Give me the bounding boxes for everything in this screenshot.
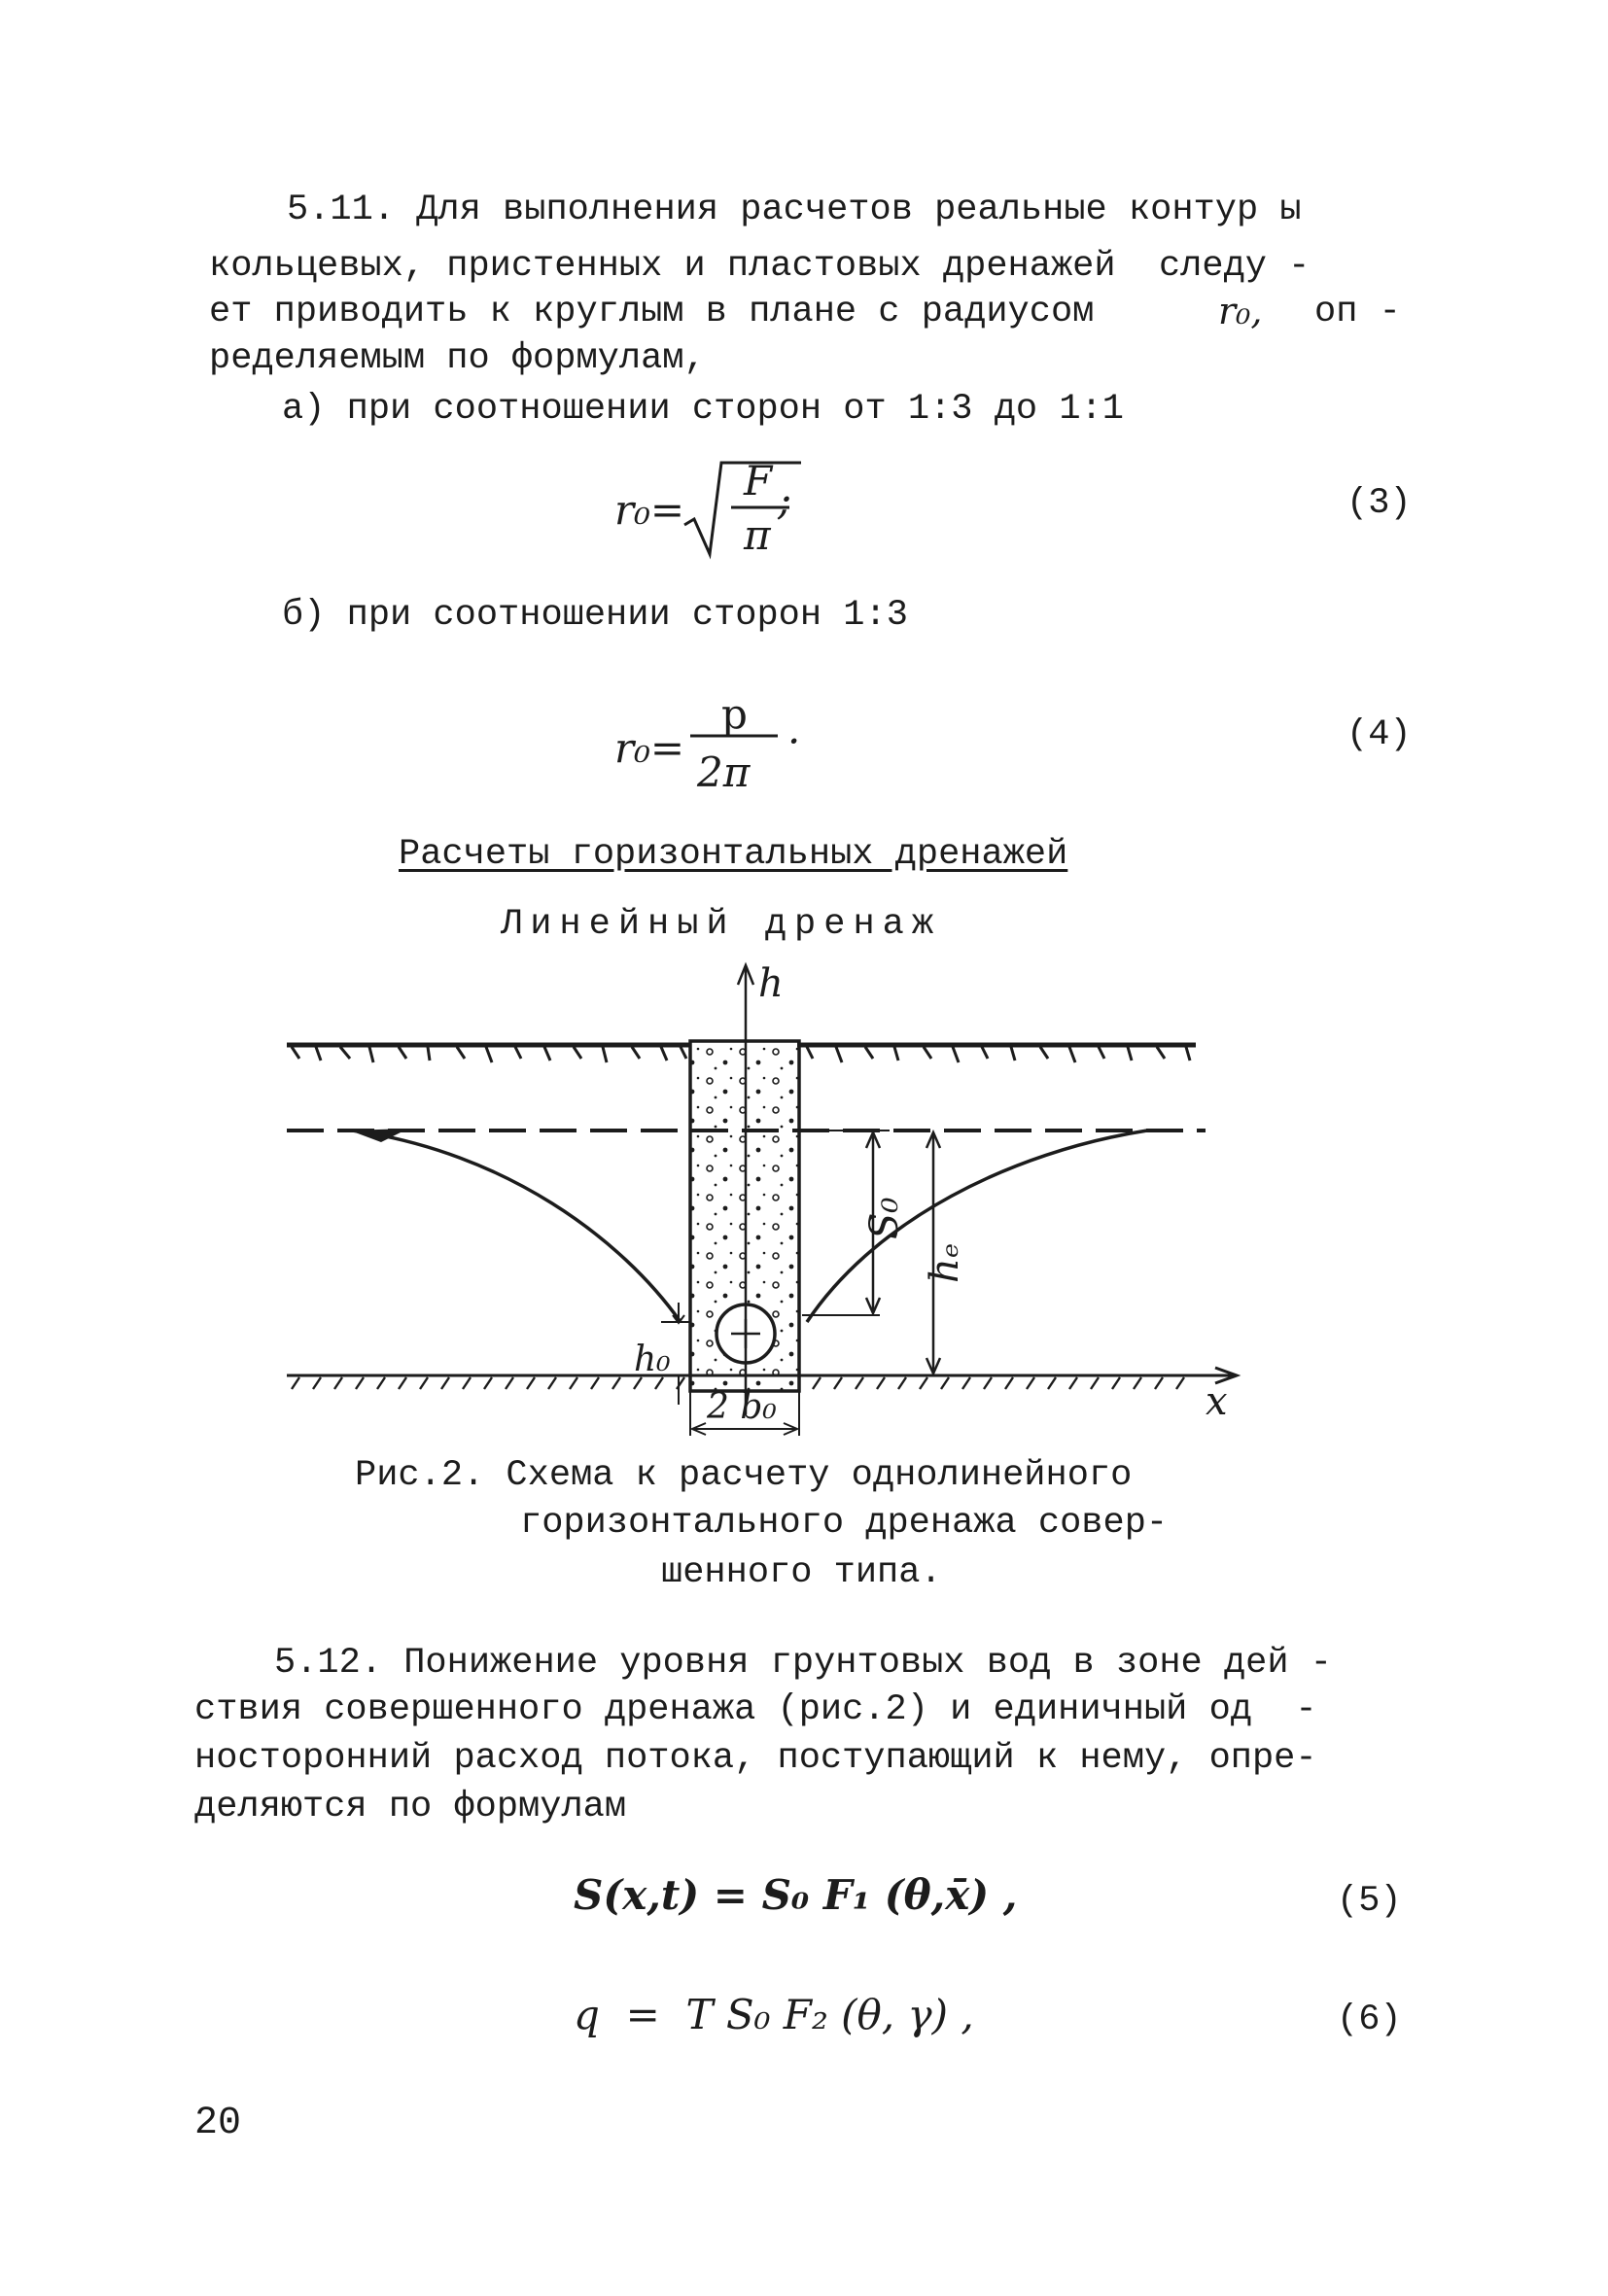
para-512-line-4: деляются по формулам [194, 1787, 627, 1827]
page-number: 20 [194, 2102, 242, 2145]
para-511-line-3: ет приводить к круглым в плане с радиусом [209, 292, 1095, 332]
subheading: Линейный дренаж [501, 904, 942, 945]
para-511-line-4: ределяемым по формулам, [209, 338, 706, 379]
para-511-line-3-tail: оп - [1314, 292, 1401, 332]
para-511-line-2: кольцевых, пристенных и пластовых дренажей следу - [209, 246, 1311, 287]
label-s0: S₀ [862, 1197, 907, 1239]
label-he: hₑ [923, 1242, 967, 1283]
formula-4-denominator: 2π [697, 748, 751, 796]
formula-3-end: ; [778, 476, 792, 524]
formula-4-fraction-bar [681, 731, 787, 741]
label-h: h [758, 961, 784, 1006]
item-a: а) при соотношении сторон от 1:3 до 1:1 [282, 389, 1124, 430]
drainage-figure [272, 957, 1264, 1453]
caption-line-1: Рис.2. Схема к расчету однолинейного [355, 1455, 1133, 1496]
formula-6: q = T S₀ F₂ (θ, γ) , [574, 1991, 974, 2038]
formula-3-denominator: π [744, 511, 771, 559]
caption-line-2: горизонтального дренажа совер- [520, 1503, 1169, 1544]
formula-3-lhs: r₀= [614, 486, 685, 534]
formula-4-lhs: r₀= [614, 724, 685, 772]
section-heading: Расчеты горизонтальных дренажей [399, 834, 1068, 875]
label-h0: h₀ [634, 1339, 671, 1379]
formula-5: S(x,t) = S₀ F₁ (θ,x̄) , [574, 1871, 1018, 1919]
r0-symbol: r₀, [1218, 290, 1263, 332]
label-2b0: 2 b₀ [707, 1387, 777, 1427]
formula-4-numerator: p [721, 690, 748, 738]
formula-3-numerator: F [744, 457, 773, 504]
caption-line-3: шенного типа. [661, 1552, 942, 1593]
para-512-line-1: 5.12. Понижение уровня грунтовых вод в зоне дей - [274, 1643, 1332, 1684]
para-512-line-3: носторонний расход потока, поступающий к нему, опре- [194, 1738, 1317, 1779]
formula-5-number: (5) [1337, 1881, 1402, 1922]
formula-6-number: (6) [1337, 2000, 1402, 2040]
depression-curve-right [807, 1131, 1147, 1322]
para-511-line-1: 5.11. Для выполнения расчетов реальные контур ы [287, 190, 1302, 230]
formula-4-end: · [787, 717, 801, 765]
item-b: б) при соотношении сторон 1:3 [282, 595, 908, 636]
depression-curve-left [352, 1131, 681, 1322]
formula-4-number: (4) [1346, 714, 1412, 755]
para-512-line-2: ствия совершенного дренажа (рис.2) и единичный од - [194, 1689, 1317, 1730]
formula-3-number: (3) [1346, 483, 1412, 524]
label-x: x [1206, 1379, 1228, 1424]
